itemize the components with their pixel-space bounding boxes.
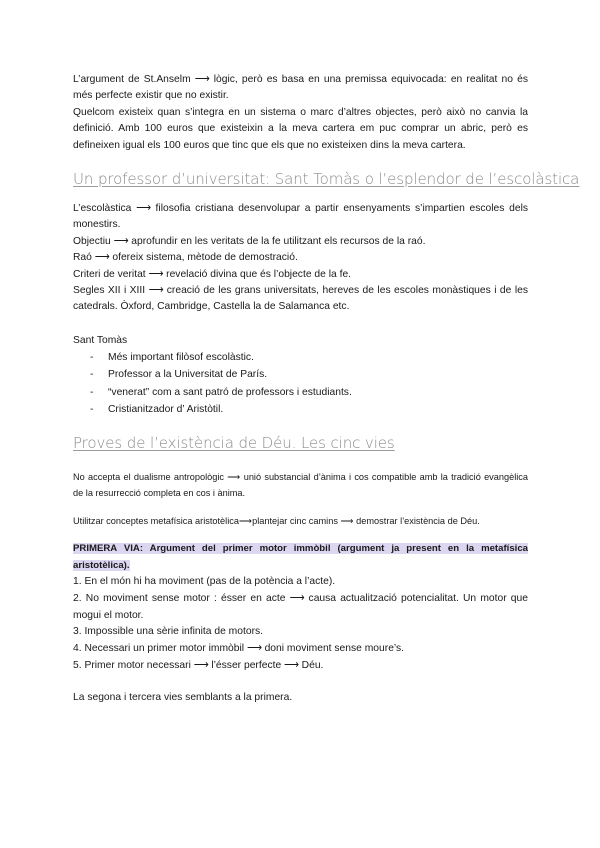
list-item: - “venerat” com a sant patró de professors i estudiants. — [90, 386, 352, 398]
list-item: - Professor a la Universitat de París. — [90, 369, 268, 381]
dualisme-paragraph: No accepta el dualisme antropològic ⟶ unió substancial d’ànima i cos compatible amb la tradició evangèlica de la resurrecció completa en cos i ànima. — [73, 472, 528, 499]
line-criteri: Criteri de veritat ⟶ revelació divina que és l’objecte de la fe. — [73, 268, 352, 280]
section-heading-cinc-vies: Proves de l’existència de Déu. Les cinc vies — [73, 434, 395, 453]
intro-paragraph-1: L’argument de St.Anselm ⟶ lògic, però es basa en una premissa equivocada: en realitat no és més perfecte existir que no existir. — [73, 74, 528, 102]
conceptes-paragraph: Utilitzar conceptes metafísica aristotèlica⟶plantejar cinc camins ⟶ demostrar l’existència de Déu. — [73, 516, 480, 527]
closing-line: La segona i tercera vies semblants a la primera. — [73, 691, 293, 703]
numbered-item-1: 1. En el món hi ha moviment (pas de la potència a l’acte). — [73, 576, 336, 588]
sant-tomas-list — [73, 349, 528, 418]
intro-paragraph-2: Quelcom existeix quan s’integra en un sistema o marc d’altres objectes, però això no canvia la definició. Amb 100 euros que existeixin a la meva cartera em puc comprar un abric, però es defineixen igual els 100 euros que tinc que els que no existeixen dins la meva cartera. — [73, 106, 528, 151]
numbered-item-5: 5. Primer motor necessari ⟶ l’ésser perfecte ⟶ Déu. — [73, 660, 324, 672]
line-objectiu: Objectiu ⟶ aprofundir en les veritats de la fe utilitzant els recursos de la raó. — [73, 235, 426, 247]
list-item: - Cristianitzador d’ Aristòtil. — [90, 403, 224, 415]
primera-via-highlight: PRIMERA VIA: Argument del primer motor immòbil (argument ja present en la metafísica aristotèlica). — [73, 543, 528, 571]
line-escolastica: L’escolàstica ⟶ filosofia cristiana desenvolupar a partir ensenyaments s’impartien escoles dels monestirs. — [73, 203, 528, 231]
list-item: - Més important filòsof escolàstic. — [90, 352, 254, 364]
numbered-item-4: 4. Necessari un primer motor immòbil ⟶ doni moviment sense moure’s. — [73, 643, 405, 655]
numbered-item-3: 3. Impossible una sèrie infinita de motors. — [73, 626, 264, 638]
numbered-item-2: 2. No moviment sense motor : ésser en acte ⟶ causa actualització potencialitat. Un motor que mogui el motor. — [73, 592, 528, 621]
sant-tomas-title: Sant Tomàs — [73, 334, 128, 346]
line-segles: Segles XII i XIII ⟶ creació de les grans universitats, hereves de les escoles monàstiques i de les catedrals. Òxford, Cambridge, Castella la de Salamanca etc. — [73, 285, 528, 313]
section-heading-sant-tomas: Un professor d’universitat: Sant Tomàs o l’esplendor de l’escolàstica — [73, 170, 580, 189]
line-rao: Raó ⟶ ofereix sistema, mètode de demostració. — [73, 252, 298, 264]
document-page — [73, 72, 580, 706]
